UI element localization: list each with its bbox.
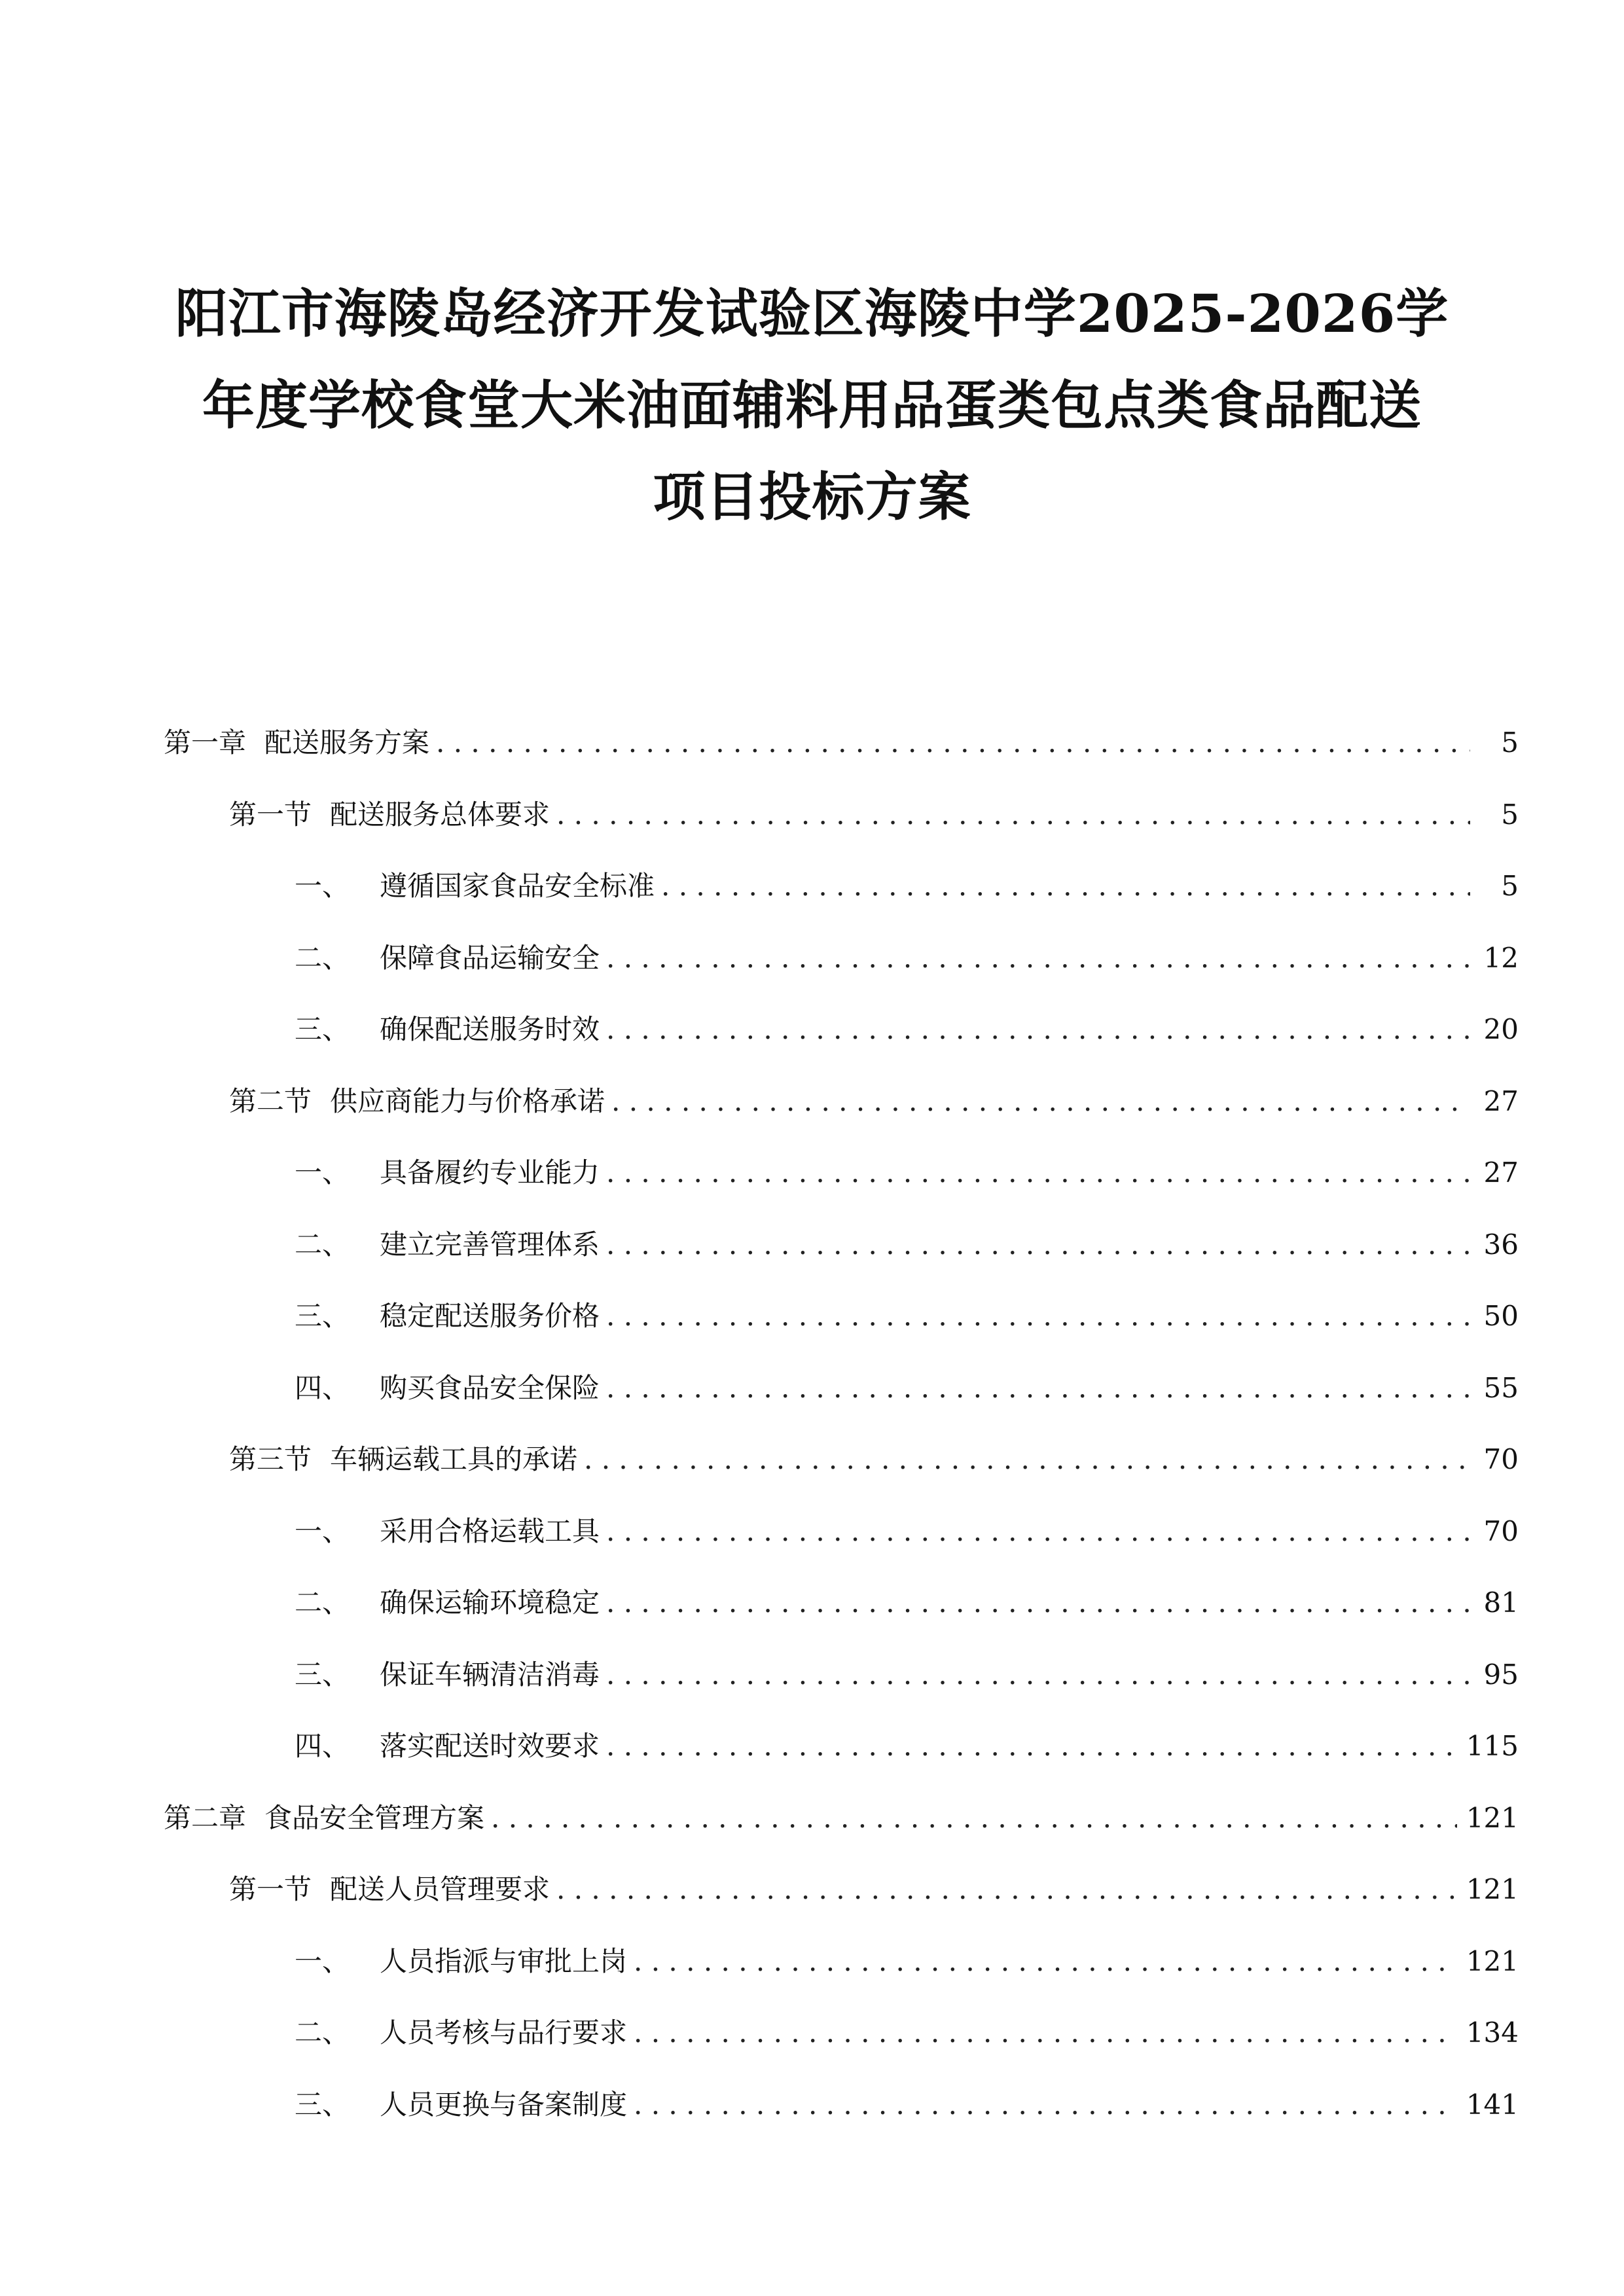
toc-entry-title: 具备履约专业能力 [380,1157,600,1189]
toc-entry-number: 第二节 [229,1085,312,1117]
toc-entry-page-number: 121 [1466,1801,1519,1834]
toc-entry-number: 第一章 [164,726,247,759]
toc-entry[interactable] [164,1854,1519,1926]
toc-entry-page-number: 5 [1501,870,1519,902]
title-line-2: 年度学校食堂大米油面辅料用品蛋类包点类食品配送 [202,374,1422,436]
toc-entry[interactable] [164,707,1519,779]
toc-entry-title: 车辆运载工具的承诺 [330,1443,578,1475]
toc-entry[interactable] [164,1782,1519,1854]
toc-dot-leader [606,1352,1470,1424]
toc-entry-number: 四、 [295,1371,350,1404]
toc-entry-number: 三、 [295,1658,350,1691]
toc-entry-number: 三、 [295,2088,350,2121]
toc-entry[interactable] [164,1137,1519,1209]
toc-dot-leader [606,1710,1457,1782]
toc-entry-number: 二、 [295,941,350,974]
toc-entry-page-number: 36 [1483,1228,1519,1261]
toc-entry-title: 建立完善管理体系 [380,1228,600,1261]
toc-entry-number: 一、 [295,870,350,902]
toc-entry-number: 四、 [295,1730,350,1762]
toc-entry-number: 二、 [295,2017,350,2049]
toc-entry-title: 供应商能力与价格承诺 [330,1085,605,1117]
toc-entry-number: 第三节 [229,1443,312,1475]
toc-entry-title: 人员更换与备案制度 [380,2088,628,2121]
toc-entry-page-number: 5 [1501,726,1519,759]
table-of-contents [164,707,1519,2140]
toc-dot-leader [606,1280,1470,1352]
toc-dot-leader [634,1997,1457,2069]
toc-dot-leader [634,1926,1457,1998]
toc-entry-page-number: 27 [1483,1085,1519,1117]
toc-entry-number: 二、 [295,1228,350,1261]
toc-dot-leader [556,779,1470,851]
toc-entry-title: 确保运输环境稳定 [380,1587,600,1619]
toc-dot-leader [606,1209,1470,1281]
toc-entry-number: 三、 [295,1300,350,1332]
toc-entry-page-number: 121 [1466,1873,1519,1905]
toc-entry-title: 落实配送时效要求 [380,1730,600,1762]
toc-entry-title: 人员指派与审批上岗 [380,1945,628,1977]
toc-dot-leader [606,1137,1470,1209]
toc-entry-number: 三、 [295,1013,350,1045]
toc-dot-leader [606,922,1470,994]
toc-entry[interactable] [164,1066,1519,1138]
toc-entry-title: 稳定配送服务价格 [380,1300,600,1332]
toc-entry-number: 第一节 [229,1873,312,1905]
toc-entry[interactable] [164,1639,1519,1711]
toc-entry-page-number: 20 [1483,1013,1519,1045]
toc-entry-page-number: 115 [1466,1730,1519,1762]
toc-entry[interactable] [164,1209,1519,1281]
toc-entry[interactable] [164,1926,1519,1998]
toc-entry-title: 采用合格运载工具 [380,1515,600,1547]
toc-entry-title: 购买食品安全保险 [380,1371,600,1404]
toc-entry-number: 一、 [295,1945,350,1977]
toc-entry-number: 第一节 [229,798,312,831]
toc-dot-leader [606,994,1470,1066]
toc-entry[interactable] [164,1496,1519,1568]
toc-entry-page-number: 55 [1483,1371,1519,1404]
toc-dot-leader [606,1567,1470,1639]
toc-entry[interactable] [164,1710,1519,1782]
toc-entry-page-number: 27 [1483,1157,1519,1189]
title-line-1: 阳江市海陵岛经济开发试验区海陵中学2025-2026学 [175,282,1449,344]
toc-dot-leader [556,1854,1457,1926]
toc-entry[interactable] [164,1280,1519,1352]
toc-entry-number: 一、 [295,1157,350,1189]
toc-entry-title: 确保配送服务时效 [380,1013,600,1045]
toc-dot-leader [584,1424,1470,1496]
toc-entry[interactable] [164,2069,1519,2141]
toc-entry[interactable] [164,850,1519,922]
document-title [98,268,1526,543]
toc-entry-title: 食品安全管理方案 [264,1801,485,1834]
toc-dot-leader [606,1496,1470,1568]
toc-entry[interactable] [164,779,1519,851]
toc-entry-number: 第二章 [164,1801,247,1834]
toc-entry-page-number: 5 [1501,798,1519,831]
toc-dot-leader [436,707,1470,779]
toc-entry-title: 配送服务总体要求 [330,798,550,831]
toc-dot-leader [661,850,1470,922]
toc-dot-leader [491,1782,1457,1854]
toc-entry-page-number: 12 [1483,941,1519,974]
toc-entry-number: 一、 [295,1515,350,1547]
toc-entry-number: 二、 [295,1587,350,1619]
toc-entry[interactable] [164,1997,1519,2069]
title-line-3: 项目投标方案 [653,465,971,528]
toc-entry[interactable] [164,1352,1519,1424]
toc-entry-title: 遵循国家食品安全标准 [380,870,655,902]
toc-entry-title: 保障食品运输安全 [380,941,600,974]
toc-dot-leader [611,1066,1470,1138]
toc-dot-leader [606,1639,1470,1711]
toc-entry-title: 配送服务方案 [264,726,430,759]
toc-entry-page-number: 81 [1483,1587,1519,1619]
toc-entry-title: 配送人员管理要求 [330,1873,550,1905]
toc-entry-page-number: 121 [1466,1945,1519,1977]
toc-entry[interactable] [164,922,1519,994]
toc-entry-page-number: 134 [1466,2017,1519,2049]
toc-entry-page-number: 70 [1483,1443,1519,1475]
toc-entry[interactable] [164,994,1519,1066]
toc-entry-page-number: 70 [1483,1515,1519,1547]
toc-entry-page-number: 95 [1483,1658,1519,1691]
toc-entry-title: 人员考核与品行要求 [380,2017,628,2049]
toc-entry[interactable] [164,1424,1519,1496]
toc-entry-title: 保证车辆清洁消毒 [380,1658,600,1691]
toc-entry-page-number: 50 [1483,1300,1519,1332]
toc-dot-leader [634,2069,1457,2141]
toc-entry-page-number: 141 [1466,2088,1519,2121]
toc-entry[interactable] [164,1567,1519,1639]
